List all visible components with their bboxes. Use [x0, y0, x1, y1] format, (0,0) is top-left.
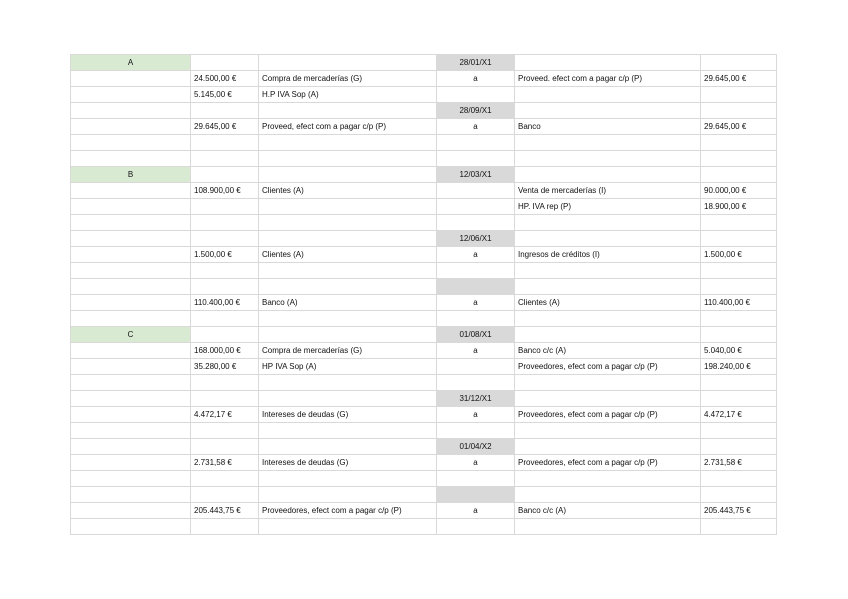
- table-cell[interactable]: [191, 487, 259, 503]
- table-cell[interactable]: [71, 455, 191, 471]
- table-cell[interactable]: [515, 279, 701, 295]
- table-cell[interactable]: [701, 279, 777, 295]
- table-cell[interactable]: [71, 407, 191, 423]
- table-cell[interactable]: 35.280,00 €: [191, 359, 259, 375]
- table-cell[interactable]: [515, 375, 701, 391]
- table-row: [71, 279, 777, 295]
- table-cell[interactable]: [259, 55, 437, 71]
- table-cell[interactable]: [259, 279, 437, 295]
- table-cell[interactable]: [259, 135, 437, 151]
- table-cell[interactable]: 110.400,00 €: [701, 295, 777, 311]
- table-row: [71, 487, 777, 503]
- table-row: [71, 103, 777, 119]
- table-cell[interactable]: [701, 167, 777, 183]
- table-cell[interactable]: Compra de mercaderías (G): [259, 71, 437, 87]
- table-cell[interactable]: Intereses de deudas (G): [259, 407, 437, 423]
- table-cell[interactable]: [701, 231, 777, 247]
- table-row: [71, 455, 777, 471]
- table-cell[interactable]: [259, 423, 437, 439]
- table-cell[interactable]: Clientes (A): [259, 183, 437, 199]
- table-cell[interactable]: [71, 183, 191, 199]
- table-cell[interactable]: [437, 135, 515, 151]
- table-cell[interactable]: 1.500,00 €: [701, 247, 777, 263]
- table-row: [71, 407, 777, 423]
- table-cell[interactable]: 29.645,00 €: [191, 119, 259, 135]
- table-row: [71, 359, 777, 375]
- table-cell[interactable]: 2.731,58 €: [701, 455, 777, 471]
- table-cell[interactable]: [701, 471, 777, 487]
- table-cell[interactable]: [437, 151, 515, 167]
- table-cell[interactable]: [701, 391, 777, 407]
- table-cell[interactable]: [71, 151, 191, 167]
- table-cell[interactable]: HP. IVA rep (P): [515, 199, 701, 215]
- table-row: [71, 375, 777, 391]
- table-row: [71, 311, 777, 327]
- table-cell[interactable]: [191, 423, 259, 439]
- table-cell[interactable]: A: [71, 55, 191, 71]
- table-cell[interactable]: Proveedores, efect com a pagar c/p (P): [259, 503, 437, 519]
- table-cell[interactable]: 198.240,00 €: [701, 359, 777, 375]
- table-cell[interactable]: [701, 55, 777, 71]
- table-cell[interactable]: [515, 439, 701, 455]
- table-cell[interactable]: [71, 391, 191, 407]
- table-cell[interactable]: Proveedores, efect com a pagar c/p (P): [515, 407, 701, 423]
- table-cell[interactable]: [71, 295, 191, 311]
- table-cell[interactable]: [71, 375, 191, 391]
- table-cell[interactable]: [515, 423, 701, 439]
- table-cell[interactable]: [437, 359, 515, 375]
- table-cell[interactable]: a: [437, 247, 515, 263]
- table-row: [71, 423, 777, 439]
- table-cell[interactable]: [71, 87, 191, 103]
- table-cell[interactable]: 108.900,00 €: [191, 183, 259, 199]
- table-cell[interactable]: 28/09/X1: [437, 103, 515, 119]
- table-cell[interactable]: [437, 183, 515, 199]
- table-cell[interactable]: [515, 215, 701, 231]
- table-cell[interactable]: [191, 103, 259, 119]
- table-cell[interactable]: [701, 327, 777, 343]
- table-cell[interactable]: 205.443,75 €: [191, 503, 259, 519]
- table-cell[interactable]: [515, 151, 701, 167]
- table-cell[interactable]: [515, 471, 701, 487]
- table-cell[interactable]: 31/12/X1: [437, 391, 515, 407]
- table-cell[interactable]: [437, 375, 515, 391]
- table-cell[interactable]: [71, 343, 191, 359]
- table-cell[interactable]: a: [437, 119, 515, 135]
- table-cell[interactable]: [191, 199, 259, 215]
- table-cell[interactable]: [701, 87, 777, 103]
- table-row: [71, 135, 777, 151]
- table-cell[interactable]: [515, 327, 701, 343]
- table-cell[interactable]: Proveedores, efect com a pagar c/p (P): [515, 455, 701, 471]
- table-cell[interactable]: [71, 71, 191, 87]
- table-cell[interactable]: a: [437, 407, 515, 423]
- table-row: [71, 503, 777, 519]
- table-cell[interactable]: Venta de mercaderías (I): [515, 183, 701, 199]
- table-row: [71, 183, 777, 199]
- table-cell[interactable]: [191, 279, 259, 295]
- table-cell[interactable]: [191, 167, 259, 183]
- table-cell[interactable]: 90.000,00 €: [701, 183, 777, 199]
- table-cell[interactable]: a: [437, 343, 515, 359]
- table-cell[interactable]: 4.472,17 €: [191, 407, 259, 423]
- table-row: [71, 119, 777, 135]
- table-cell[interactable]: B: [71, 167, 191, 183]
- table-cell[interactable]: Intereses de deudas (G): [259, 455, 437, 471]
- table-cell[interactable]: 110.400,00 €: [191, 295, 259, 311]
- table-row: [71, 71, 777, 87]
- table-cell[interactable]: HP IVA Sop (A): [259, 359, 437, 375]
- table-cell[interactable]: 28/01/X1: [437, 55, 515, 71]
- table-row: [71, 167, 777, 183]
- table-cell[interactable]: [437, 471, 515, 487]
- table-cell[interactable]: Clientes (A): [259, 247, 437, 263]
- table-cell[interactable]: Proveed, efect com a pagar c/p (P): [259, 119, 437, 135]
- table-cell[interactable]: [71, 439, 191, 455]
- table-row: [71, 87, 777, 103]
- table-cell[interactable]: [437, 87, 515, 103]
- table-cell[interactable]: 24.500,00 €: [191, 71, 259, 87]
- table-cell[interactable]: 5.145,00 €: [191, 87, 259, 103]
- table-cell[interactable]: 12/06/X1: [437, 231, 515, 247]
- table-cell[interactable]: Compra de mercaderías (G): [259, 343, 437, 359]
- table-cell[interactable]: [259, 519, 437, 535]
- table-cell[interactable]: a: [437, 71, 515, 87]
- table-cell[interactable]: [515, 263, 701, 279]
- table-cell[interactable]: [191, 327, 259, 343]
- table-cell[interactable]: [71, 519, 191, 535]
- table-cell[interactable]: [701, 215, 777, 231]
- table-cell[interactable]: [259, 375, 437, 391]
- table-cell[interactable]: [71, 263, 191, 279]
- table-cell[interactable]: [515, 519, 701, 535]
- table-cell[interactable]: [71, 311, 191, 327]
- table-cell[interactable]: [71, 503, 191, 519]
- table-cell[interactable]: [701, 103, 777, 119]
- table-cell[interactable]: [437, 215, 515, 231]
- table-cell[interactable]: 18.900,00 €: [701, 199, 777, 215]
- table-cell[interactable]: 01/04/X2: [437, 439, 515, 455]
- table-cell[interactable]: [191, 439, 259, 455]
- table-cell[interactable]: [437, 279, 515, 295]
- table-cell[interactable]: [701, 423, 777, 439]
- table-cell[interactable]: 5.040,00 €: [701, 343, 777, 359]
- table-cell[interactable]: [259, 327, 437, 343]
- table-cell[interactable]: [259, 439, 437, 455]
- table-cell[interactable]: Ingresos de créditos (I): [515, 247, 701, 263]
- table-cell[interactable]: [701, 487, 777, 503]
- table-cell[interactable]: [71, 359, 191, 375]
- table-cell[interactable]: [259, 199, 437, 215]
- table-cell[interactable]: Banco c/c (A): [515, 503, 701, 519]
- table-cell[interactable]: 205.443,75 €: [701, 503, 777, 519]
- table-cell[interactable]: [71, 423, 191, 439]
- table-row: [71, 215, 777, 231]
- table-cell[interactable]: [701, 519, 777, 535]
- table-cell[interactable]: [259, 263, 437, 279]
- table-cell[interactable]: [259, 471, 437, 487]
- table-cell[interactable]: [191, 263, 259, 279]
- table-cell[interactable]: [191, 151, 259, 167]
- table-cell[interactable]: [71, 135, 191, 151]
- table-cell[interactable]: 168.000,00 €: [191, 343, 259, 359]
- table-row: [71, 247, 777, 263]
- table-cell[interactable]: [701, 311, 777, 327]
- table-cell[interactable]: a: [437, 503, 515, 519]
- table-cell[interactable]: [437, 519, 515, 535]
- table-row: [71, 199, 777, 215]
- table-cell[interactable]: [701, 135, 777, 151]
- table-cell[interactable]: [71, 103, 191, 119]
- table-cell[interactable]: 1.500,00 €: [191, 247, 259, 263]
- table-cell[interactable]: 29.645,00 €: [701, 71, 777, 87]
- table-cell[interactable]: Banco: [515, 119, 701, 135]
- table-cell[interactable]: [191, 471, 259, 487]
- table-cell[interactable]: a: [437, 295, 515, 311]
- table-row: [71, 327, 777, 343]
- table-cell[interactable]: Banco c/c (A): [515, 343, 701, 359]
- table-cell[interactable]: [259, 103, 437, 119]
- table-cell[interactable]: [191, 391, 259, 407]
- table-cell[interactable]: 01/08/X1: [437, 327, 515, 343]
- table-cell[interactable]: [71, 471, 191, 487]
- table-cell[interactable]: [515, 103, 701, 119]
- table-cell[interactable]: [515, 135, 701, 151]
- table-cell[interactable]: Proveedores, efect com a pagar c/p (P): [515, 359, 701, 375]
- table-cell[interactable]: [191, 135, 259, 151]
- table-cell[interactable]: [259, 151, 437, 167]
- table-cell[interactable]: [259, 167, 437, 183]
- journal-table: [70, 54, 777, 535]
- table-cell[interactable]: [437, 199, 515, 215]
- table-cell[interactable]: [191, 311, 259, 327]
- table-cell[interactable]: 12/03/X1: [437, 167, 515, 183]
- table-cell[interactable]: [259, 231, 437, 247]
- table-cell[interactable]: [71, 231, 191, 247]
- table-cell[interactable]: [515, 231, 701, 247]
- table-cell[interactable]: [437, 487, 515, 503]
- table-cell[interactable]: [191, 231, 259, 247]
- table-cell[interactable]: Clientes (A): [515, 295, 701, 311]
- table-cell[interactable]: Proveed. efect com a pagar c/p (P): [515, 71, 701, 87]
- table-cell[interactable]: [701, 439, 777, 455]
- table-cell[interactable]: [515, 87, 701, 103]
- table-row: [71, 295, 777, 311]
- table-cell[interactable]: Banco (A): [259, 295, 437, 311]
- table-row: [71, 471, 777, 487]
- table-cell[interactable]: 2.731,58 €: [191, 455, 259, 471]
- table-row: [71, 391, 777, 407]
- table-cell[interactable]: C: [71, 327, 191, 343]
- table-cell[interactable]: [259, 487, 437, 503]
- table-cell[interactable]: [701, 151, 777, 167]
- table-cell[interactable]: 29.645,00 €: [701, 119, 777, 135]
- journal-table-body: [71, 55, 777, 535]
- table-row: [71, 343, 777, 359]
- table-cell[interactable]: [71, 247, 191, 263]
- table-row: [71, 519, 777, 535]
- table-cell[interactable]: [259, 391, 437, 407]
- table-row: [71, 263, 777, 279]
- table-cell[interactable]: [515, 311, 701, 327]
- table-cell[interactable]: [259, 311, 437, 327]
- table-cell[interactable]: [515, 167, 701, 183]
- table-cell[interactable]: [191, 215, 259, 231]
- table-cell[interactable]: H.P IVA Sop (A): [259, 87, 437, 103]
- table-cell[interactable]: [71, 199, 191, 215]
- table-cell[interactable]: [71, 279, 191, 295]
- table-cell[interactable]: [259, 215, 437, 231]
- table-cell[interactable]: [437, 311, 515, 327]
- table-cell[interactable]: [515, 391, 701, 407]
- table-cell[interactable]: [437, 423, 515, 439]
- table-cell[interactable]: [191, 375, 259, 391]
- table-row: [71, 231, 777, 247]
- table-cell[interactable]: [701, 263, 777, 279]
- table-row: [71, 151, 777, 167]
- table-row: [71, 439, 777, 455]
- table-cell[interactable]: [191, 519, 259, 535]
- table-cell[interactable]: [701, 375, 777, 391]
- table-cell[interactable]: [191, 55, 259, 71]
- table-cell[interactable]: 4.472,17 €: [701, 407, 777, 423]
- table-row: [71, 55, 777, 71]
- table-cell[interactable]: [437, 263, 515, 279]
- table-cell[interactable]: a: [437, 455, 515, 471]
- table-cell[interactable]: [71, 215, 191, 231]
- table-cell[interactable]: [71, 487, 191, 503]
- table-cell[interactable]: [515, 487, 701, 503]
- table-cell[interactable]: [515, 55, 701, 71]
- table-cell[interactable]: [71, 119, 191, 135]
